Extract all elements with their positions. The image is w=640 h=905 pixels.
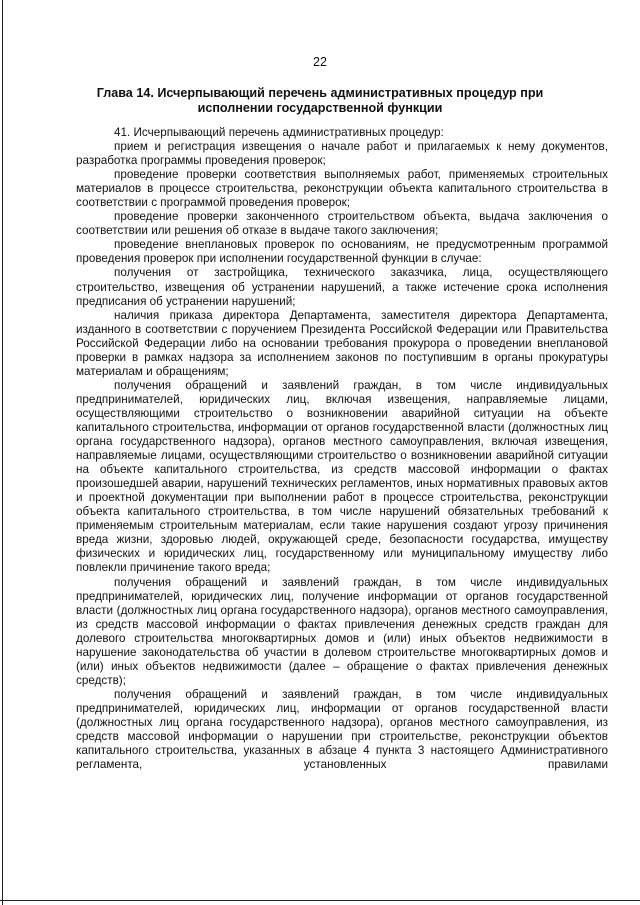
paragraph-case-director-order: наличия приказа директора Департамента, заместителя директора Департамента, изданного в соответствии с поручением Президента Российской Федерации или Правительства Российской Федерации либо на основании требования прокурора о проведении внеплановой проверки в рамках надзора за исполнением законов по поступившим в органы прокуратуры материалам и обращениям; [76,308,608,378]
page-number: 22 [313,55,327,69]
paragraph-unscheduled-inspections: проведение внеплановых проверок по основаниям, не предусмотренным программой проведения проверок при исполнении государственной функции в случае: [76,238,608,266]
paragraph-notice-registration: прием и регистрация извещения о начале работ и прилагаемых к нему документов, разработка программы проведения проверок; [76,140,608,168]
scan-bottom-edge [0,900,640,901]
chapter-title: Глава 14. Исчерпывающий перечень административных процедур при исполнении государственной функции [96,86,544,115]
paragraph-work-inspection: проведение проверки соответствия выполняемых работ, применяемых строительных материалов в процессе строительства, реконструкции объекта капитального строительства в соответствии с программой проведения проверок; [76,168,608,210]
paragraph-final-inspection: проведение проверки законченного строительством объекта, выдача заключения о соответствии или решения об отказе в выдаче такого заключения; [76,210,608,238]
paragraph-case-violation-notice: получения от застройщика, технического заказчика, лица, осуществляющего строительство, извещения об устранении нарушений, а также истечение срока исполнения предписания об устранении нарушений; [76,266,608,308]
paragraph-case-citizen-appeals: получения обращений и заявлений граждан, в том числе индивидуальных предпринимателей, юридических лиц, включая извещения, направляемые лицами, осуществляющими строительство о возникновении аварийной ситуации на объекте капитального строительства, информации от органов государственной власти (должностных лиц органа государственного надзора), органов местного самоуправления, включая извещения, направляемые лицами, осуществляющими строительство о возникновении аварийной ситуации на объекте капитального строительства, из средств массовой информации о фактах произошедшей аварии, нарушений технических регламентов, иных нормативных правовых актов и проектной документации при выполнении работ в процессе строительства, реконструкции объекта капитального строительства, в том числе нарушений обязательных требований к применяемым строительным материалам, если такие нарушения создают угрозу причинения вреда жизни, здоровью людей, окружающей среде, безопасности государства, имуществу физических и юридических лиц, государственному или муниципальному имуществу либо повлекли причинение такого вреда; [76,378,608,575]
paragraph-case-shared-construction: получения обращений и заявлений граждан, в том числе индивидуальных предпринимателей, юридических лиц, получение информации от органов государственной власти (должностных лиц органа государственного надзора), органов местного самоуправления, из средств массовой информации о фактах привлечения денежных средств граждан для долевого строительства многоквартирных домов и (или) иных объектов недвижимости в нарушение законодательства об участии в долевом строительстве многоквартирных домов и (или) иных объектов недвижимости (далее – обращение о фактах привлечения денежных средств); [76,575,608,687]
paragraph-case-construction-violation: получения обращений и заявлений граждан, в том числе индивидуальных предпринимателей, юридических лиц, информации от органов государственной власти (должностных лиц органа государственного надзора), органов местного самоуправления, из средств массовой информации о нарушении при строительстве, реконструкции объектов капитального строительства, указанных в абзаце 4 пункта 3 настоящего Административного регламента, установленных правилами [76,687,608,772]
paragraph-item-41: 41. Исчерпывающий перечень административных процедур: [114,126,444,139]
scan-left-edge [2,0,3,905]
body-text [76,126,608,772]
